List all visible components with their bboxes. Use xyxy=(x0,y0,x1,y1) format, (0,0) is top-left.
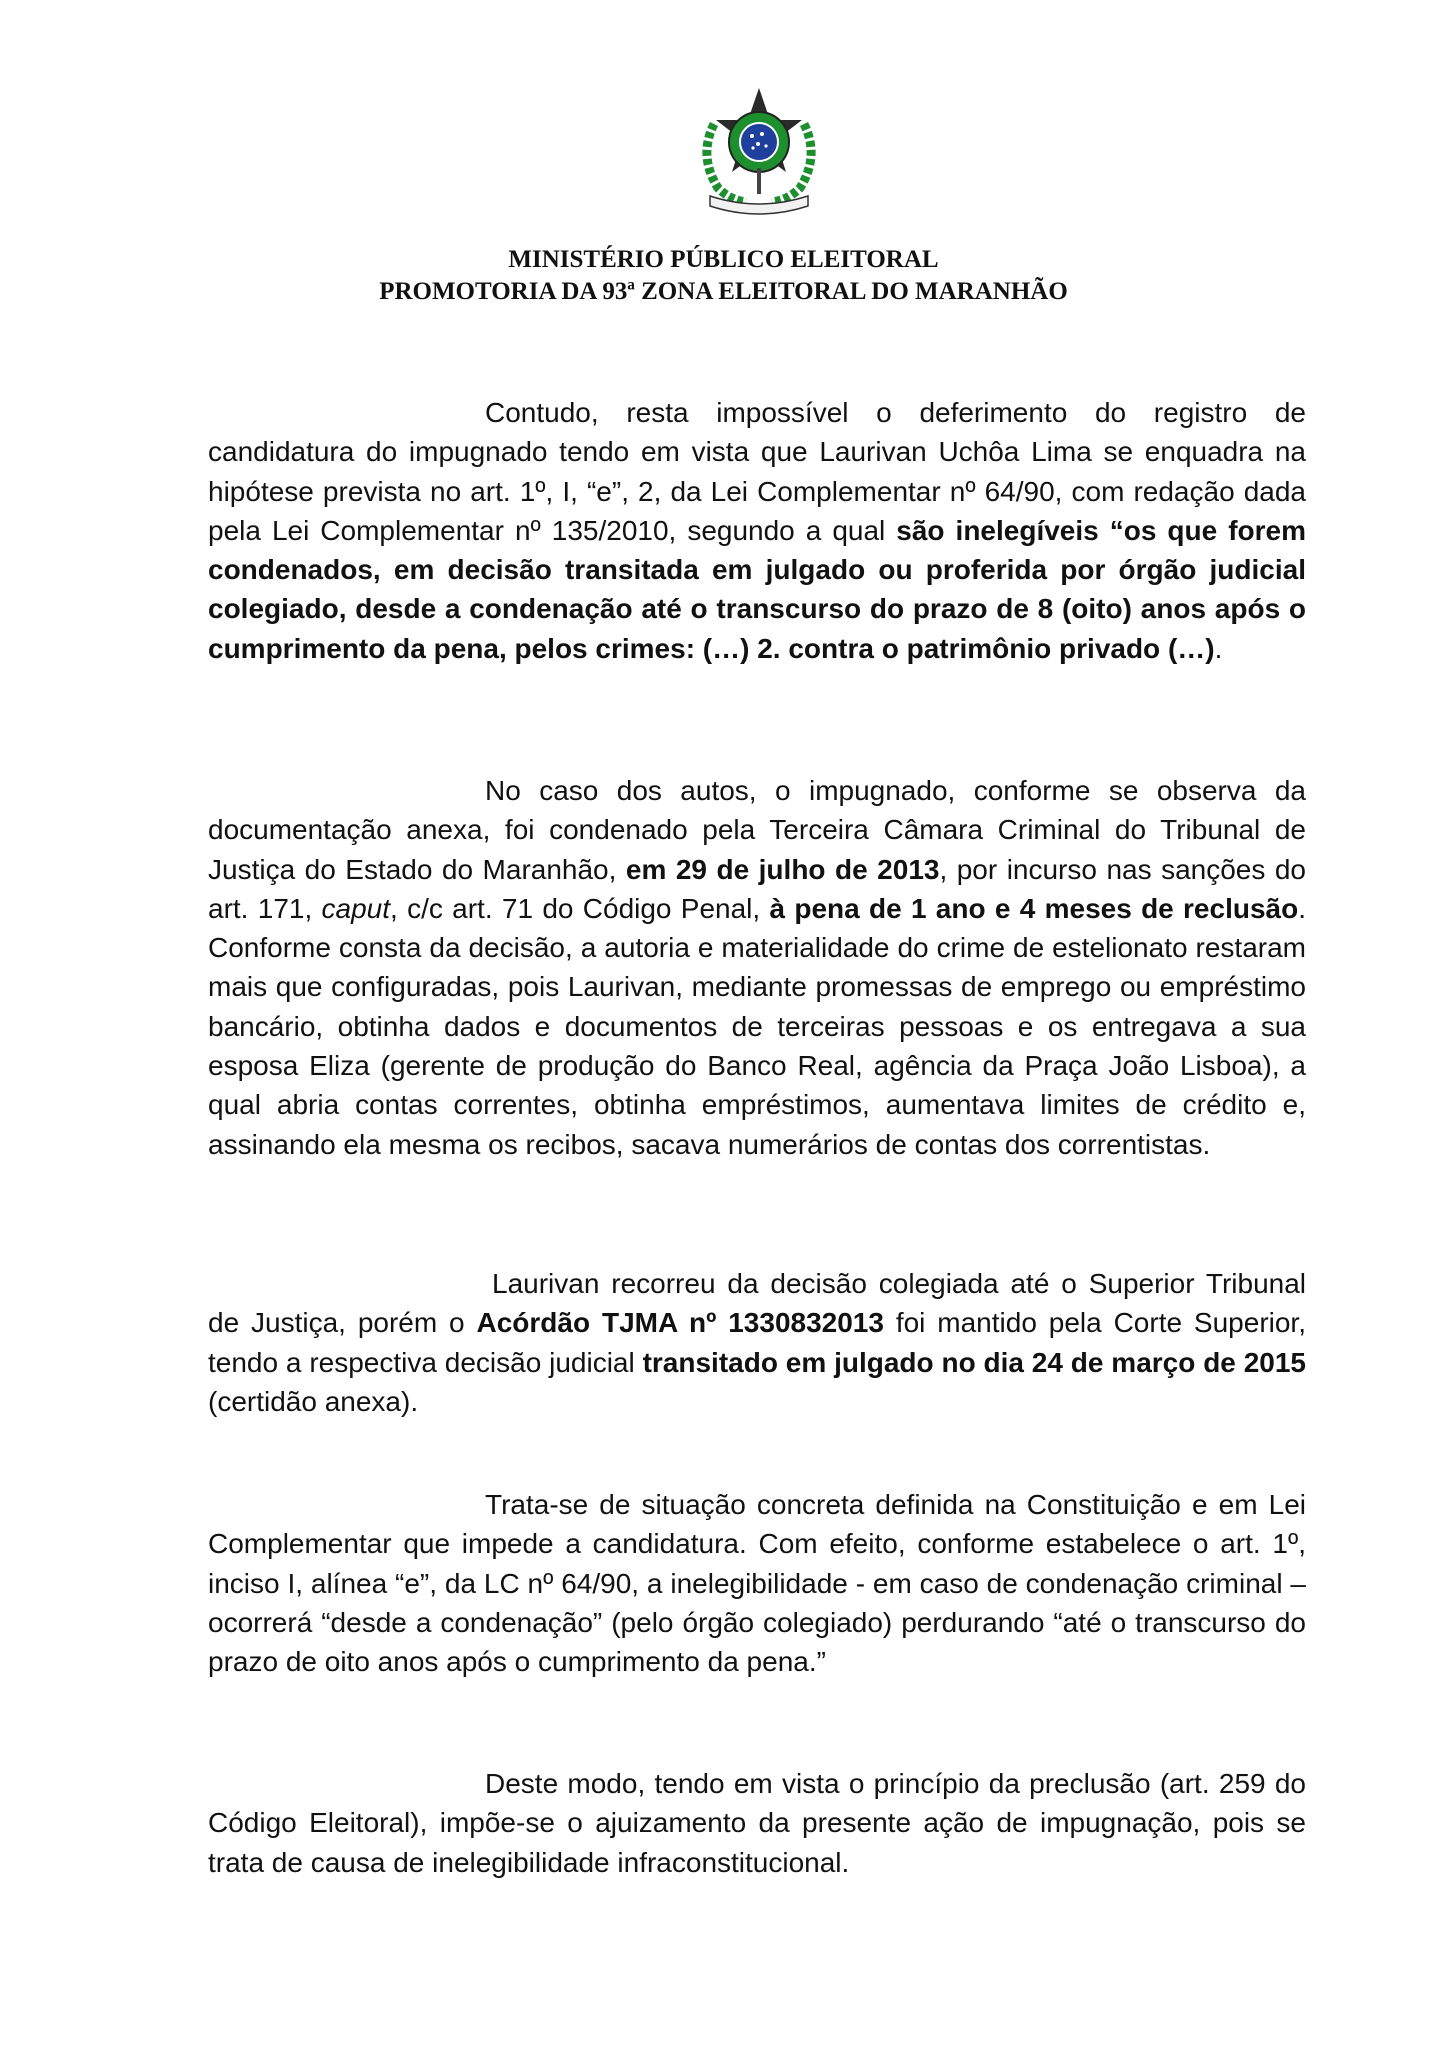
p2-text-c: , por incurso nas sanções do art. 171, xyxy=(208,853,1306,924)
p1-end: . xyxy=(1214,632,1223,664)
coat-of-arms-seal xyxy=(690,84,828,216)
p1-text: Contudo, resta impossível o deferimento do registro de candidatura do impugnado tendo em vista que Laurivan Uchôa Lima se enquadra na hipótese prevista no art. 1º, I, “e”, 2, da Lei Complementar nº 64/90, com redação dada pela Lei Complementar nº 135/2010, segundo a qual xyxy=(208,397,1306,546)
p2-caput: caput xyxy=(321,892,391,924)
paragraph-4 xyxy=(208,1485,1306,1681)
p2-text-g: . Conforme consta da decisão, a autoria e materialidade do crime de estelionato restaram mais que configuradas, pois Laurivan, mediante promessas de emprego ou empréstimo bancário, obtinha dados e documentos de terceiras pessoas e os entregava a sua esposa Eliza (gerente de produção do Banco Real, agência da Praça João Lisboa), a qual abria contas correntes, obtinha empréstimos, aumentava limites de crédito e, assinando ela mesma os recibos, sacava numerários de contas dos correntistas. xyxy=(208,892,1306,1160)
p1-quote: são inelegíveis “os que forem condenados, em decisão transitada em julgado ou proferida por órgão judicial colegiado, desde a condenação até o transcurso do prazo de 8 (oito) anos após o cumprimento da pena, pelos crimes: (…) 2. contra o patrimônio privado (…) xyxy=(208,514,1306,664)
document-header xyxy=(0,244,1447,308)
seal-sword xyxy=(757,168,761,194)
paragraph-3 xyxy=(208,1264,1306,1421)
seal-globe xyxy=(740,123,778,161)
p5-text: Deste modo, tendo em vista o princípio da preclusão (art. 259 do Código Eleitoral), impõe-se o ajuizamento da presente ação de impugnação, pois se trata de causa de inelegibilidade infraconstitucional. xyxy=(208,1768,1306,1878)
p4-text: Trata-se de situação concreta definida na Constituição e em Lei Complementar que impede a candidatura. Com efeito, conforme estabelece o art. 1º, inciso I, alínea “e”, da LC nº 64/90, a inelegibilidade - em caso de condenação criminal – ocorrerá “desde a condenação” (pelo órgão colegiado) perdurando “até o transcurso do prazo de oito anos após o cumprimento da pena.” xyxy=(208,1489,1306,1678)
paragraph-5 xyxy=(208,1764,1306,1882)
p3-acordao: Acórdão TJMA nº 1330832013 xyxy=(476,1307,884,1339)
paragraph-2 xyxy=(208,771,1306,1164)
p3-text-c: foi mantido pela Corte Superior, tendo a respectiva decisão judicial xyxy=(208,1307,1306,1378)
paragraph-1 xyxy=(208,393,1306,668)
seal-ribbon xyxy=(710,196,808,214)
header-line-promotoria: PROMOTORIA DA 93ª ZONA ELEITORAL DO MARANHÃO xyxy=(379,278,1068,305)
header-line-ministry: MINISTÉRIO PÚBLICO ELEITORAL xyxy=(508,246,939,273)
p2-date: em 29 de julho de 2013 xyxy=(625,853,940,885)
p3-text-e: (certidão anexa). xyxy=(208,1385,419,1417)
p2-sentence: à pena de 1 ano e 4 meses de reclusão xyxy=(769,892,1299,924)
p3-text-a: Laurivan recorreu da decisão colegiada até o Superior Tribunal de Justiça, porém o xyxy=(208,1268,1306,1339)
p2-text-e: , c/c art. 71 do Código Penal, xyxy=(390,892,770,924)
p2-text-a: No caso dos autos, o impugnado, conforme se observa da documentação anexa, foi condenado pela Terceira Câmara Criminal do Tribunal de Justiça do Estado do Maranhão, xyxy=(208,775,1306,885)
p3-transit: transitado em julgado no dia 24 de março de 2015 xyxy=(642,1346,1306,1378)
